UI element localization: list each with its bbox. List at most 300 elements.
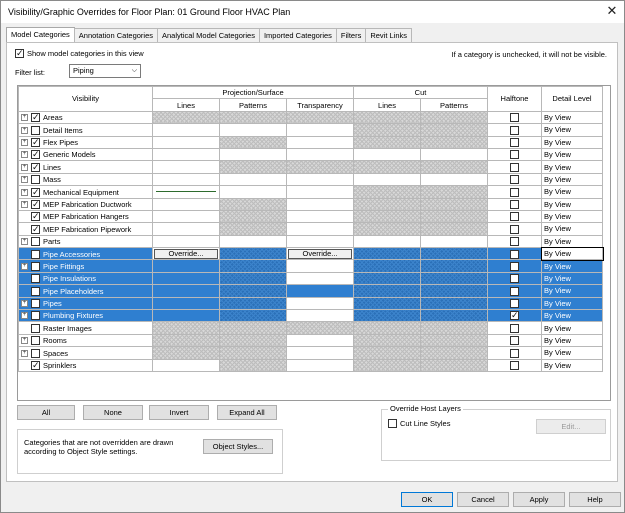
category-cell[interactable]: [19, 310, 153, 322]
header-projection-lines: Lines: [153, 99, 220, 111]
category-name: Parts: [43, 237, 61, 247]
detail-level-cell[interactable]: By View: [542, 359, 603, 371]
hint-text: If a category is unchecked, it will not be visible.: [451, 50, 607, 59]
cut-lines-cell[interactable]: [354, 136, 421, 148]
transparency-cell[interactable]: [287, 186, 354, 198]
expand-icon[interactable]: +: [22, 300, 27, 307]
projection-patterns-cell[interactable]: [220, 310, 287, 322]
projection-lines-cell[interactable]: [153, 248, 220, 260]
projection-lines-cell[interactable]: [153, 359, 220, 371]
cut-lines-cell[interactable]: [354, 334, 421, 346]
table-row[interactable]: [19, 148, 603, 160]
transparency-cell[interactable]: [287, 285, 354, 297]
visibility-checkbox[interactable]: [31, 299, 40, 308]
halftone-cell[interactable]: [488, 161, 542, 173]
cut-lines-cell[interactable]: [354, 347, 421, 359]
visibility-checkbox[interactable]: [31, 200, 40, 209]
category-name: MEP Fabrication Pipework: [43, 224, 132, 234]
transparency-cell[interactable]: [287, 198, 354, 210]
halftone-checkbox[interactable]: [510, 336, 519, 345]
halftone-cell[interactable]: [488, 272, 542, 284]
info-box: [17, 429, 283, 474]
category-cell[interactable]: [19, 161, 153, 173]
visibility-checkbox[interactable]: [31, 113, 40, 122]
cut-lines-cell[interactable]: [354, 297, 421, 309]
halftone-cell[interactable]: [488, 124, 542, 136]
header-projection-surface: Projection/Surface: [153, 87, 354, 99]
detail-level-cell[interactable]: By View: [542, 210, 603, 222]
cut-lines-cell[interactable]: [354, 235, 421, 247]
projection-patterns-cell[interactable]: [220, 272, 287, 284]
info-text: Categories that are not overridden are drawn according to Object Style settings.: [24, 438, 174, 456]
category-name: Sprinklers: [43, 361, 77, 371]
halftone-cell[interactable]: [488, 186, 542, 198]
expand-all-button[interactable]: Expand All: [217, 405, 277, 420]
table-row[interactable]: [19, 161, 603, 173]
visibility-checkbox[interactable]: [31, 188, 40, 197]
halftone-cell[interactable]: [488, 347, 542, 359]
cut-patterns-cell[interactable]: [421, 124, 488, 136]
detail-level-cell[interactable]: By View: [542, 260, 603, 272]
cut-patterns-cell[interactable]: [421, 223, 488, 235]
halftone-checkbox[interactable]: [510, 299, 519, 308]
halftone-checkbox[interactable]: [510, 250, 519, 259]
table-row[interactable]: [19, 297, 603, 309]
halftone-checkbox[interactable]: [510, 237, 519, 246]
visibility-checkbox[interactable]: [31, 175, 40, 184]
detail-level-cell[interactable]: By View: [542, 198, 603, 210]
projection-lines-cell[interactable]: [153, 173, 220, 185]
category-name: Pipe Placeholders: [43, 286, 104, 296]
cut-patterns-cell[interactable]: [421, 198, 488, 210]
cut-lines-cell[interactable]: [354, 161, 421, 173]
detail-level-cell[interactable]: By View: [542, 124, 603, 136]
header-cut-lines: Lines: [354, 99, 421, 111]
halftone-cell[interactable]: [488, 297, 542, 309]
visibility-checkbox[interactable]: [31, 138, 40, 147]
cut-lines-cell[interactable]: [354, 285, 421, 297]
expand-icon[interactable]: +: [22, 238, 27, 245]
override-host-layers-title: Override Host Layers: [390, 404, 461, 413]
halftone-checkbox[interactable]: [510, 138, 519, 147]
category-name: Spaces: [43, 348, 69, 358]
cut-patterns-cell[interactable]: [421, 260, 488, 272]
line-sample: [156, 191, 216, 192]
visibility-checkbox[interactable]: [31, 126, 40, 135]
visibility-checkbox[interactable]: [31, 349, 40, 358]
visibility-checkbox[interactable]: [31, 287, 40, 296]
cut-lines-cell[interactable]: [354, 198, 421, 210]
chevron-down-icon: ⌵: [131, 67, 137, 74]
cut-patterns-cell[interactable]: [421, 334, 488, 346]
projection-lines-cell[interactable]: [153, 223, 220, 235]
transparency-cell[interactable]: [287, 124, 354, 136]
category-cell[interactable]: [19, 347, 153, 359]
expand-icon[interactable]: +: [22, 139, 27, 146]
cut-lines-cell[interactable]: [354, 248, 421, 260]
ok-button[interactable]: OK: [401, 492, 453, 507]
transparency-cell[interactable]: [287, 136, 354, 148]
transparency-cell[interactable]: [287, 173, 354, 185]
category-cell[interactable]: [19, 210, 153, 222]
table-row[interactable]: [19, 173, 603, 185]
halftone-checkbox[interactable]: [510, 200, 519, 209]
halftone-checkbox[interactable]: [510, 287, 519, 296]
projection-lines-cell[interactable]: [153, 334, 220, 346]
category-name: Generic Models: [43, 150, 96, 160]
override-button[interactable]: Override...: [288, 249, 352, 259]
cut-patterns-cell[interactable]: [421, 148, 488, 160]
projection-lines-cell[interactable]: [153, 285, 220, 297]
transparency-cell[interactable]: [287, 148, 354, 160]
halftone-checkbox[interactable]: [510, 324, 519, 333]
cut-lines-cell[interactable]: [354, 111, 421, 123]
cut-lines-cell[interactable]: [354, 260, 421, 272]
projection-patterns-cell[interactable]: [220, 210, 287, 222]
cut-lines-cell[interactable]: [354, 272, 421, 284]
table-row[interactable]: [19, 111, 603, 123]
visibility-checkbox[interactable]: [31, 250, 40, 259]
detail-level-cell[interactable]: By View: [542, 223, 603, 235]
projection-patterns-cell[interactable]: [220, 124, 287, 136]
header-projection-patterns: Patterns: [220, 99, 287, 111]
visibility-checkbox[interactable]: [31, 262, 40, 271]
visibility-checkbox[interactable]: [31, 274, 40, 283]
filter-list-value: Piping: [73, 66, 94, 75]
apply-button[interactable]: Apply: [513, 492, 565, 507]
projection-lines-cell[interactable]: [153, 148, 220, 160]
cut-patterns-cell[interactable]: [421, 235, 488, 247]
halftone-checkbox[interactable]: [510, 126, 519, 135]
visibility-checkbox[interactable]: [31, 212, 40, 221]
projection-patterns-cell[interactable]: [220, 334, 287, 346]
projection-patterns-cell[interactable]: [220, 235, 287, 247]
visibility-checkbox[interactable]: [31, 163, 40, 172]
projection-lines-cell[interactable]: [153, 347, 220, 359]
table-row[interactable]: [19, 322, 603, 334]
projection-patterns-cell[interactable]: [220, 161, 287, 173]
projection-lines-cell[interactable]: [153, 161, 220, 173]
table-row[interactable]: [19, 198, 603, 210]
cut-lines-cell[interactable]: [354, 359, 421, 371]
projection-lines-cell[interactable]: [153, 322, 220, 334]
projection-lines-cell[interactable]: [153, 198, 220, 210]
halftone-checkbox[interactable]: [510, 262, 519, 271]
category-name: Areas: [43, 113, 63, 123]
projection-lines-cell[interactable]: [153, 260, 220, 272]
halftone-checkbox[interactable]: [510, 150, 519, 159]
category-cell[interactable]: [19, 260, 153, 272]
projection-patterns-cell[interactable]: [220, 148, 287, 160]
table-row[interactable]: [19, 248, 603, 260]
all-button[interactable]: All: [17, 405, 75, 420]
detail-level-cell[interactable]: By View: [542, 148, 603, 160]
cut-patterns-cell[interactable]: [421, 248, 488, 260]
expand-icon[interactable]: +: [22, 151, 27, 158]
cut-patterns-cell[interactable]: [421, 210, 488, 222]
override-button[interactable]: Override...: [154, 249, 218, 259]
expand-icon[interactable]: +: [22, 337, 27, 344]
category-cell[interactable]: [19, 322, 153, 334]
detail-level-cell[interactable]: By View: [542, 136, 603, 148]
detail-level-cell[interactable]: By View: [542, 334, 603, 346]
transparency-cell[interactable]: [287, 297, 354, 309]
cut-lines-cell[interactable]: [354, 210, 421, 222]
visibility-checkbox[interactable]: [31, 361, 40, 370]
expand-icon[interactable]: +: [22, 163, 27, 170]
projection-patterns-cell[interactable]: [220, 248, 287, 260]
category-name: Mass: [43, 175, 61, 185]
category-cell[interactable]: [19, 235, 153, 247]
halftone-cell[interactable]: [488, 322, 542, 334]
header-visibility[interactable]: Visibility: [19, 87, 153, 112]
projection-lines-cell[interactable]: [153, 124, 220, 136]
halftone-cell[interactable]: [488, 359, 542, 371]
transparency-cell[interactable]: [287, 334, 354, 346]
halftone-checkbox[interactable]: [510, 349, 519, 358]
cut-patterns-cell[interactable]: [421, 310, 488, 322]
detail-level-cell[interactable]: By View: [542, 235, 603, 247]
projection-patterns-cell[interactable]: [220, 173, 287, 185]
cut-lines-cell[interactable]: [354, 186, 421, 198]
halftone-checkbox[interactable]: [510, 361, 519, 370]
detail-level-cell[interactable]: By View: [542, 248, 603, 260]
halftone-cell[interactable]: [488, 111, 542, 123]
halftone-cell[interactable]: [488, 310, 542, 322]
cut-lines-cell[interactable]: [354, 148, 421, 160]
detail-level-cell[interactable]: By View: [542, 297, 603, 309]
category-cell[interactable]: [19, 148, 153, 160]
detail-level-cell[interactable]: By View: [542, 111, 603, 123]
tab-imported-categories[interactable]: Imported Categories: [259, 28, 337, 42]
projection-patterns-cell[interactable]: [220, 198, 287, 210]
table-row[interactable]: [19, 272, 603, 284]
tab-model-categories[interactable]: Model Categories: [6, 27, 75, 42]
table-row[interactable]: [19, 359, 603, 371]
visibility-checkbox[interactable]: [31, 311, 40, 320]
halftone-cell[interactable]: [488, 285, 542, 297]
category-cell[interactable]: [19, 124, 153, 136]
cut-patterns-cell[interactable]: [421, 322, 488, 334]
halftone-cell[interactable]: [488, 173, 542, 185]
transparency-cell[interactable]: [287, 111, 354, 123]
projection-patterns-cell[interactable]: [220, 347, 287, 359]
projection-lines-cell[interactable]: [153, 272, 220, 284]
edit-button[interactable]: Edit...: [536, 419, 606, 434]
detail-level-cell[interactable]: By View: [542, 161, 603, 173]
table-row[interactable]: [19, 310, 603, 322]
category-cell[interactable]: [19, 198, 153, 210]
visibility-checkbox[interactable]: [31, 336, 40, 345]
category-cell[interactable]: [19, 297, 153, 309]
cut-patterns-cell[interactable]: [421, 111, 488, 123]
table-row[interactable]: [19, 347, 603, 359]
transparency-cell[interactable]: [287, 161, 354, 173]
transparency-cell[interactable]: [287, 248, 354, 260]
tab-filters[interactable]: Filters: [336, 28, 366, 42]
header-transparency: Transparency: [287, 99, 354, 111]
category-cell[interactable]: [19, 186, 153, 198]
detail-level-cell[interactable]: By View: [542, 310, 603, 322]
cut-patterns-cell[interactable]: [421, 359, 488, 371]
cut-lines-cell[interactable]: [354, 124, 421, 136]
cut-patterns-cell[interactable]: [421, 347, 488, 359]
transparency-cell[interactable]: [287, 272, 354, 284]
projection-lines-cell[interactable]: [153, 310, 220, 322]
halftone-cell[interactable]: [488, 235, 542, 247]
visibility-checkbox[interactable]: [31, 237, 40, 246]
cut-patterns-cell[interactable]: [421, 272, 488, 284]
window-title: Visibility/Graphic Overrides for Floor Plan: 01 Ground Floor HVAC Plan: [8, 7, 291, 17]
halftone-checkbox[interactable]: [510, 212, 519, 221]
category-cell[interactable]: [19, 173, 153, 185]
visibility-checkbox[interactable]: [31, 324, 40, 333]
transparency-cell[interactable]: [287, 359, 354, 371]
table-row[interactable]: [19, 136, 603, 148]
halftone-checkbox[interactable]: [510, 274, 519, 283]
projection-patterns-cell[interactable]: [220, 297, 287, 309]
category-name: Mechanical Equipment: [43, 187, 119, 197]
expand-icon[interactable]: +: [22, 262, 27, 269]
cut-lines-cell[interactable]: [354, 310, 421, 322]
projection-lines-cell[interactable]: [153, 235, 220, 247]
category-cell[interactable]: [19, 223, 153, 235]
projection-lines-cell[interactable]: [153, 210, 220, 222]
detail-level-cell[interactable]: By View: [542, 173, 603, 185]
cut-patterns-cell[interactable]: [421, 173, 488, 185]
category-cell[interactable]: [19, 334, 153, 346]
detail-level-cell[interactable]: By View: [542, 322, 603, 334]
projection-patterns-cell[interactable]: [220, 111, 287, 123]
category-name: Detail Items: [43, 125, 83, 135]
projection-patterns-cell[interactable]: [220, 260, 287, 272]
tab-revit-links[interactable]: Revit Links: [365, 28, 412, 42]
transparency-cell[interactable]: [287, 322, 354, 334]
tab-annotation-categories[interactable]: Annotation Categories: [74, 28, 158, 42]
table-row[interactable]: [19, 260, 603, 272]
cut-patterns-cell[interactable]: [421, 285, 488, 297]
invert-button[interactable]: Invert: [149, 405, 209, 420]
projection-lines-cell[interactable]: [153, 136, 220, 148]
expand-icon[interactable]: +: [22, 312, 27, 319]
halftone-cell[interactable]: [488, 260, 542, 272]
expand-icon[interactable]: +: [22, 349, 27, 356]
halftone-cell[interactable]: [488, 334, 542, 346]
halftone-checkbox[interactable]: [510, 225, 519, 234]
expand-icon[interactable]: +: [22, 176, 27, 183]
override-host-layers-group: [381, 404, 611, 461]
projection-patterns-cell[interactable]: [220, 136, 287, 148]
projection-patterns-cell[interactable]: [220, 223, 287, 235]
halftone-checkbox[interactable]: [510, 113, 519, 122]
table-row[interactable]: [19, 285, 603, 297]
category-name: Pipe Insulations: [43, 274, 96, 284]
detail-level-cell[interactable]: By View: [542, 347, 603, 359]
projection-patterns-cell[interactable]: [220, 285, 287, 297]
cut-lines-cell[interactable]: [354, 173, 421, 185]
cut-lines-cell[interactable]: [354, 322, 421, 334]
expand-icon[interactable]: +: [22, 126, 27, 133]
visibility-checkbox[interactable]: [31, 225, 40, 234]
help-button[interactable]: Help: [569, 492, 621, 507]
table-row[interactable]: [19, 334, 603, 346]
table-row[interactable]: [19, 235, 603, 247]
show-model-categories-label: Show model categories in this view: [27, 49, 144, 58]
projection-lines-cell[interactable]: [153, 297, 220, 309]
halftone-checkbox[interactable]: [510, 175, 519, 184]
halftone-checkbox[interactable]: [510, 188, 519, 197]
projection-patterns-cell[interactable]: [220, 186, 287, 198]
table-row[interactable]: [19, 223, 603, 235]
expand-icon[interactable]: +: [22, 114, 27, 121]
filter-list-label: Filter list:: [15, 68, 45, 77]
halftone-cell[interactable]: [488, 210, 542, 222]
projection-patterns-cell[interactable]: [220, 359, 287, 371]
halftone-cell[interactable]: [488, 136, 542, 148]
none-button[interactable]: None: [83, 405, 143, 420]
show-model-categories-checkbox[interactable]: [15, 49, 24, 58]
tab-analytical-model-categories[interactable]: Analytical Model Categories: [157, 28, 260, 42]
halftone-cell[interactable]: [488, 148, 542, 160]
transparency-cell[interactable]: [287, 210, 354, 222]
projection-lines-cell[interactable]: [153, 186, 220, 198]
transparency-cell[interactable]: [287, 260, 354, 272]
halftone-cell[interactable]: [488, 223, 542, 235]
expand-icon[interactable]: +: [22, 200, 27, 207]
detail-level-cell[interactable]: By View: [542, 186, 603, 198]
category-cell[interactable]: [19, 111, 153, 123]
close-icon[interactable]: ✕: [606, 3, 618, 18]
tab-strip: [6, 28, 411, 42]
detail-level-cell[interactable]: By View: [542, 285, 603, 297]
filter-list-dropdown[interactable]: [69, 64, 141, 78]
category-cell[interactable]: [19, 136, 153, 148]
cut-patterns-cell[interactable]: [421, 161, 488, 173]
transparency-cell[interactable]: [287, 310, 354, 322]
projection-lines-cell[interactable]: [153, 111, 220, 123]
cut-line-styles-checkbox[interactable]: [388, 419, 397, 428]
detail-level-cell[interactable]: By View: [542, 272, 603, 284]
category-cell[interactable]: [19, 359, 153, 371]
table-row[interactable]: [19, 210, 603, 222]
show-model-categories-row: [15, 49, 144, 58]
halftone-cell[interactable]: [488, 248, 542, 260]
cut-line-styles-row: [388, 419, 450, 428]
cut-patterns-cell[interactable]: [421, 297, 488, 309]
expand-icon[interactable]: +: [22, 188, 27, 195]
cut-lines-cell[interactable]: [354, 223, 421, 235]
category-name: Pipes: [43, 299, 62, 309]
halftone-checkbox[interactable]: [510, 163, 519, 172]
cut-patterns-cell[interactable]: [421, 186, 488, 198]
transparency-cell[interactable]: [287, 235, 354, 247]
category-cell[interactable]: [19, 272, 153, 284]
halftone-cell[interactable]: [488, 198, 542, 210]
transparency-cell[interactable]: [287, 223, 354, 235]
cut-patterns-cell[interactable]: [421, 136, 488, 148]
projection-patterns-cell[interactable]: [220, 322, 287, 334]
halftone-checkbox[interactable]: [510, 311, 519, 320]
cancel-button[interactable]: Cancel: [457, 492, 509, 507]
table-row[interactable]: [19, 186, 603, 198]
category-cell[interactable]: [19, 248, 153, 260]
visibility-checkbox[interactable]: [31, 150, 40, 159]
transparency-cell[interactable]: [287, 347, 354, 359]
object-styles-button[interactable]: Object Styles...: [203, 439, 273, 454]
categories-grid: [17, 85, 611, 401]
table-row[interactable]: [19, 124, 603, 136]
category-cell[interactable]: [19, 285, 153, 297]
